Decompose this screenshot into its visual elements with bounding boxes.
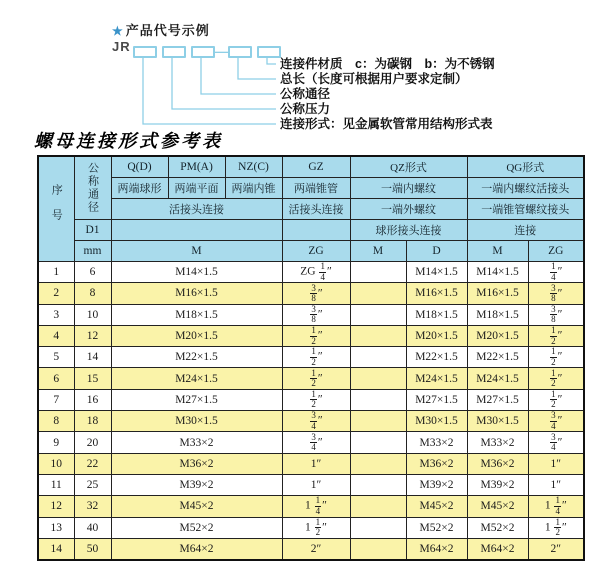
cell-m: M27×1.5 — [111, 389, 282, 410]
cell-dn: 18 — [74, 411, 111, 432]
code-label-material: 连接件材质 c：为碳钢 b：为不锈钢 — [280, 57, 495, 71]
header-unit-m-qz: M — [350, 241, 406, 262]
header-diameter — [74, 156, 111, 220]
cell-gz-zg: 1″ — [282, 453, 350, 474]
code-box-3 — [191, 46, 215, 58]
cell-serial: 5 — [38, 347, 74, 368]
cell-gz-zg: $\frac{1}{2}$ ″ — [282, 325, 350, 346]
diagram-heading — [112, 20, 210, 39]
table-row — [38, 262, 584, 283]
cell-gz-zg: $\frac{3}{8}$ ″ — [282, 283, 350, 304]
cell-qg-zg: 1″ — [528, 474, 584, 495]
cell-qz-d: M27×1.5 — [406, 389, 467, 410]
cell-qz-d: M52×2 — [406, 517, 467, 538]
cell-qz-d: M16×1.5 — [406, 283, 467, 304]
code-label-pressure: 公称压力 — [280, 102, 331, 116]
cell-qg-zg: $\frac{3}{8}$ ″ — [528, 304, 584, 325]
cell-m: M24×1.5 — [111, 368, 282, 389]
code-dash: — — [215, 44, 228, 59]
cell-serial: 6 — [38, 368, 74, 389]
cell-qz-d: M24×1.5 — [406, 368, 467, 389]
cell-dn: 32 — [74, 496, 111, 517]
cell-qz-d: M33×2 — [406, 432, 467, 453]
cell-m: M14×1.5 — [111, 262, 282, 283]
cell-qz-d: M22×1.5 — [406, 347, 467, 368]
cell-serial: 7 — [38, 389, 74, 410]
cell-qg-m: M36×2 — [467, 453, 528, 474]
cell-qg-m: M64×2 — [467, 538, 528, 560]
cell-qg-zg: $\frac{1}{2}$ ″ — [528, 368, 584, 389]
cell-gz-zg: 1 $\frac{1}{2}$ ″ — [282, 517, 350, 538]
table-body — [38, 262, 584, 561]
header-group-gz: GZ — [282, 156, 350, 178]
cell-serial: 12 — [38, 496, 74, 517]
cell-gz-zg: $\frac{3}{4}$ ″ — [282, 432, 350, 453]
cell-qz-d: M64×2 — [406, 538, 467, 560]
cell-dn: 40 — [74, 517, 111, 538]
table-row — [38, 368, 584, 389]
cell-gz-zg: 2″ — [282, 538, 350, 560]
code-box-4 — [228, 46, 252, 58]
cell-qz-m — [350, 368, 406, 389]
code-box-2 — [162, 46, 186, 58]
nut-connection-table — [37, 155, 585, 561]
header-d1: D1 — [74, 220, 111, 241]
cell-serial: 4 — [38, 325, 74, 346]
table-row — [38, 347, 584, 368]
cell-m: M20×1.5 — [111, 325, 282, 346]
header-blank-gz — [282, 220, 350, 241]
table-row — [38, 411, 584, 432]
header-type-qz: 一端内螺纹 — [350, 178, 467, 199]
cell-dn: 6 — [74, 262, 111, 283]
header-type-nzc: 两端内锥 — [225, 178, 282, 199]
cell-m: M39×2 — [111, 474, 282, 495]
table-row — [38, 538, 584, 560]
cell-gz-zg: 1″ — [282, 474, 350, 495]
table-row — [38, 474, 584, 495]
header-group-qd: Q(D) — [111, 156, 168, 178]
cell-qg-m: M22×1.5 — [467, 347, 528, 368]
table-row — [38, 325, 584, 346]
cell-serial: 14 — [38, 538, 74, 560]
cell-qg-m: M52×2 — [467, 517, 528, 538]
header-unit-m-qg: M — [467, 241, 528, 262]
table-row — [38, 389, 584, 410]
cell-qz-m — [350, 283, 406, 304]
cell-serial: 9 — [38, 432, 74, 453]
cell-serial: 3 — [38, 304, 74, 325]
cell-qz-m — [350, 453, 406, 474]
table-row — [38, 432, 584, 453]
table-row — [38, 453, 584, 474]
header-unit-zg-gz: ZG — [282, 241, 350, 262]
cell-serial: 11 — [38, 474, 74, 495]
cell-qg-m: M33×2 — [467, 432, 528, 453]
cell-qg-m: M24×1.5 — [467, 368, 528, 389]
cell-dn: 16 — [74, 389, 111, 410]
cell-qg-zg: $\frac{3}{8}$ ″ — [528, 283, 584, 304]
table-row — [38, 283, 584, 304]
cell-qz-d: M20×1.5 — [406, 325, 467, 346]
cell-dn: 15 — [74, 368, 111, 389]
header-connect: 连接 — [467, 220, 584, 241]
header-mm: mm — [74, 241, 111, 262]
table-row — [38, 304, 584, 325]
cell-m: M36×2 — [111, 453, 282, 474]
cell-m: M45×2 — [111, 496, 282, 517]
cell-dn: 10 — [74, 304, 111, 325]
cell-qz-d: M30×1.5 — [406, 411, 467, 432]
cell-qg-m: M20×1.5 — [467, 325, 528, 346]
cell-serial: 10 — [38, 453, 74, 474]
cell-dn: 12 — [74, 325, 111, 346]
cell-gz-zg: $\frac{1}{2}$ ″ — [282, 347, 350, 368]
header-serial-label: 序号 — [50, 184, 63, 234]
cell-qg-m: M27×1.5 — [467, 389, 528, 410]
cell-qz-m — [350, 304, 406, 325]
code-box-1 — [133, 46, 157, 58]
cell-qg-zg: $\frac{3}{4}$ ″ — [528, 411, 584, 432]
cell-qz-m — [350, 432, 406, 453]
cell-gz-zg: 1 $\frac{1}{4}$ ″ — [282, 496, 350, 517]
cell-gz-zg: $\frac{3}{8}$ ″ — [282, 304, 350, 325]
cell-qz-m — [350, 474, 406, 495]
cell-qz-d: M39×2 — [406, 474, 467, 495]
cell-qz-m — [350, 538, 406, 560]
header-type-qg: 一端内螺纹活接头 — [467, 178, 584, 199]
cell-qg-m: M18×1.5 — [467, 304, 528, 325]
code-prefix: JR — [112, 39, 131, 54]
cell-qg-m: M16×1.5 — [467, 283, 528, 304]
code-box-5 — [257, 46, 281, 58]
table-title: 螺母连接形式参考表 — [34, 131, 223, 152]
cell-qz-m — [350, 411, 406, 432]
table-row — [38, 496, 584, 517]
header-conn-qg: 一端锥管螺纹接头 — [467, 199, 584, 220]
cell-serial: 13 — [38, 517, 74, 538]
star-icon: ★ — [112, 24, 124, 38]
cell-qg-m: M30×1.5 — [467, 411, 528, 432]
cell-dn: 50 — [74, 538, 111, 560]
cell-m: M52×2 — [111, 517, 282, 538]
header-serial — [38, 156, 74, 262]
header-unit-d-qz: D — [406, 241, 467, 262]
table-row — [38, 517, 584, 538]
cell-gz-zg: $\frac{3}{4}$ ″ — [282, 411, 350, 432]
cell-qg-zg: 1 $\frac{1}{4}$ ″ — [528, 496, 584, 517]
header-group-pma: PM(A) — [168, 156, 225, 178]
header-type-qd: 两端球形 — [111, 178, 168, 199]
cell-m: M64×2 — [111, 538, 282, 560]
cell-m: M18×1.5 — [111, 304, 282, 325]
header-group-nzc: NZ(C) — [225, 156, 282, 178]
cell-serial: 1 — [38, 262, 74, 283]
cell-qz-d: M18×1.5 — [406, 304, 467, 325]
cell-gz-zg: $\frac{1}{2}$ ″ — [282, 389, 350, 410]
cell-m: M33×2 — [111, 432, 282, 453]
code-label-connection: 连接形式：见金属软管常用结构形式表 — [280, 117, 493, 131]
cell-qg-zg: 2″ — [528, 538, 584, 560]
header-group-qz: QZ形式 — [350, 156, 467, 178]
cell-qz-m — [350, 262, 406, 283]
header-type-gz: 两端锥管 — [282, 178, 350, 199]
cell-qz-m — [350, 517, 406, 538]
cell-m: M22×1.5 — [111, 347, 282, 368]
product-code-diagram — [0, 0, 600, 138]
header-ball-joint: 球形接头连接 — [350, 220, 467, 241]
header-type-pma: 两端平面 — [168, 178, 225, 199]
cell-qz-d: M14×1.5 — [406, 262, 467, 283]
cell-serial: 2 — [38, 283, 74, 304]
cell-qg-m: M45×2 — [467, 496, 528, 517]
cell-gz-zg: ZG $\frac{1}{4}$ ″ — [282, 262, 350, 283]
cell-qg-zg: 1 $\frac{1}{2}$ ″ — [528, 517, 584, 538]
cell-qz-d: M36×2 — [406, 453, 467, 474]
header-conn-union: 活接头连接 — [111, 199, 282, 220]
cell-qz-m — [350, 389, 406, 410]
cell-qz-m — [350, 496, 406, 517]
cell-m: M16×1.5 — [111, 283, 282, 304]
header-group-qg: QG形式 — [467, 156, 584, 178]
table-header — [38, 156, 584, 262]
cell-qg-zg: 1″ — [528, 453, 584, 474]
cell-gz-zg: $\frac{1}{2}$ ″ — [282, 368, 350, 389]
cell-dn: 22 — [74, 453, 111, 474]
cell-qg-zg: $\frac{1}{2}$ ″ — [528, 347, 584, 368]
cell-serial: 8 — [38, 411, 74, 432]
cell-qz-m — [350, 325, 406, 346]
cell-dn: 8 — [74, 283, 111, 304]
cell-dn: 20 — [74, 432, 111, 453]
cell-qg-zg: $\frac{1}{4}$ ″ — [528, 262, 584, 283]
cell-qz-d: M45×2 — [406, 496, 467, 517]
header-blank-left — [111, 220, 282, 241]
cell-qg-m: M14×1.5 — [467, 262, 528, 283]
header-conn-gz: 活接头连接 — [282, 199, 350, 220]
diagram-heading-text: 产品代号示例 — [125, 23, 210, 38]
cell-qg-zg: $\frac{1}{2}$ ″ — [528, 325, 584, 346]
cell-m: M30×1.5 — [111, 411, 282, 432]
cell-qz-m — [350, 347, 406, 368]
code-label-length: 总长（长度可根据用户要求定制） — [280, 72, 468, 86]
header-conn-qz: 一端外螺纹 — [350, 199, 467, 220]
cell-qg-zg: $\frac{3}{4}$ ″ — [528, 432, 584, 453]
header-diameter-label: 公称通径 — [86, 162, 99, 214]
cell-dn: 25 — [74, 474, 111, 495]
header-unit-m: M — [111, 241, 282, 262]
cell-dn: 14 — [74, 347, 111, 368]
code-label-diameter: 公称通径 — [280, 87, 331, 101]
cell-qg-m: M39×2 — [467, 474, 528, 495]
header-unit-zg-qg: ZG — [528, 241, 584, 262]
cell-qg-zg: $\frac{1}{2}$ ″ — [528, 389, 584, 410]
